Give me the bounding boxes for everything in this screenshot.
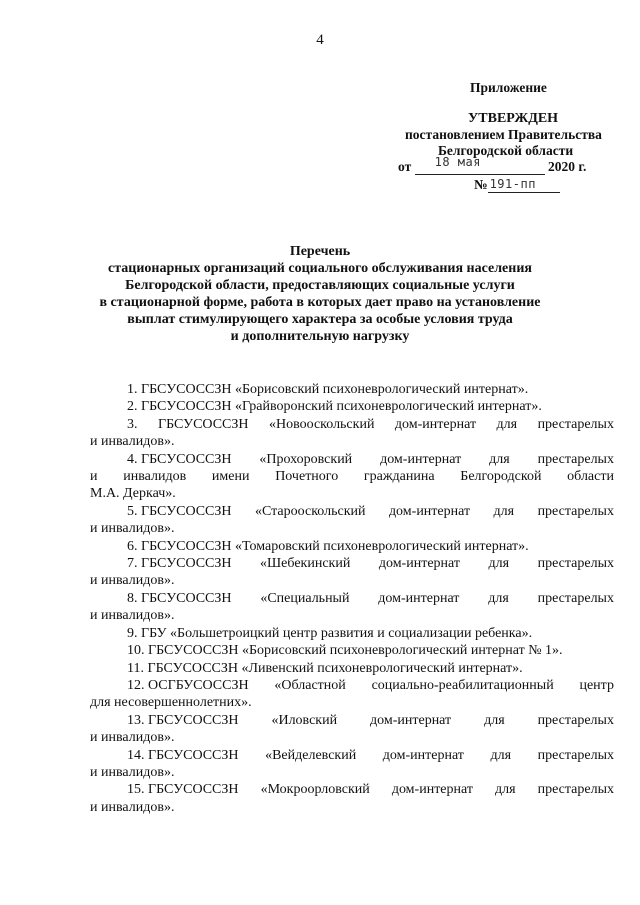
list-item-word: и инвалидов». xyxy=(90,764,175,780)
list-item xyxy=(90,503,614,538)
list-item xyxy=(90,416,614,451)
list-item-word: престарелых xyxy=(537,451,614,467)
decree-number-row xyxy=(474,177,560,193)
list-item-word: для xyxy=(484,712,505,728)
list-item-line xyxy=(90,433,614,450)
list-item-word: дом-интернат xyxy=(382,747,464,763)
list-item-first-line xyxy=(90,712,614,729)
list-item-word: 3. xyxy=(127,416,138,432)
list-item-word: и инвалидов». xyxy=(90,434,175,450)
list-item-first-line xyxy=(90,538,614,555)
list-item-word: престарелых xyxy=(537,556,614,572)
list-item-word: 1. ГБСУСОССЗН «Борисовский психоневрологический интернат». xyxy=(127,382,529,397)
list-item-word: области xyxy=(567,469,614,485)
list-item-word: для xyxy=(488,556,510,572)
list-item-word: «Прохоровский xyxy=(259,451,353,467)
list-item xyxy=(90,398,614,415)
list-item-word: ГБСУСОССЗН xyxy=(157,416,249,432)
list-item xyxy=(90,555,614,590)
list-item-word: и инвалидов». xyxy=(90,608,175,624)
list-item-word: 9. ГБУ «Большетроицкий центр развития и социализации ребенка». xyxy=(127,625,533,641)
list-item-first-line xyxy=(90,781,614,798)
title-line: в стационарной форме, работа в которых дает право на установление xyxy=(99,295,541,310)
list-item-word: социально-реабилитационный xyxy=(371,677,554,693)
list-item-word: дом-интернат xyxy=(391,782,473,798)
list-item xyxy=(90,781,614,816)
list-item-word: престарелых xyxy=(537,782,614,798)
list-item-word: дом-интернат xyxy=(394,416,477,432)
list-item-line xyxy=(90,764,614,781)
approved-label: УТВЕРЖДЕН xyxy=(468,111,559,126)
list-item-first-line xyxy=(90,625,614,642)
list-item-word: престарелых xyxy=(537,590,614,606)
list-item-first-line xyxy=(90,503,614,520)
list-item-word: 4. ГБСУСОССЗН xyxy=(127,451,232,467)
appendix-label: Приложение xyxy=(470,80,547,95)
list-item-line xyxy=(90,694,614,711)
number-prefix: № xyxy=(474,177,488,192)
list-item-word: М.А. Деркач». xyxy=(90,486,176,502)
list-item-word: и инвалидов». xyxy=(90,799,175,815)
list-item-word: «Старооскольский xyxy=(254,503,366,519)
list-item-word: «Шебекинский xyxy=(260,556,351,572)
list-item-word: 5. ГБСУСОССЗН xyxy=(127,503,232,519)
list-item-first-line xyxy=(90,416,614,433)
list-item-word: для xyxy=(489,451,510,467)
organization-list xyxy=(90,381,614,816)
list-item-word: 14. ГБСУСОССЗН xyxy=(127,747,239,763)
list-item-word: 12. ОСГБУСОССЗН xyxy=(127,677,249,693)
list-item-word: и инвалидов». xyxy=(90,521,175,537)
list-item-word: Почетного xyxy=(275,469,339,485)
list-item-word: имени xyxy=(211,469,250,485)
list-item-line xyxy=(90,468,614,485)
list-item-word: для xyxy=(495,782,516,798)
list-item xyxy=(90,538,614,555)
title-line: стационарных организаций социального обслуживания населения xyxy=(108,261,532,276)
number-blank xyxy=(488,178,560,193)
list-item-first-line xyxy=(90,590,614,607)
list-item-word: дом-интернат xyxy=(378,556,460,572)
list-item-word: 7. ГБСУСОССЗН xyxy=(127,556,232,572)
list-item-word: 6. ГБСУСОССЗН «Томаровский психоневрологический интернат». xyxy=(127,538,529,554)
list-item-word: для xyxy=(493,503,515,519)
list-item-word: «Областной xyxy=(274,677,346,693)
list-item-word: для несовершеннолетних». xyxy=(90,695,252,711)
list-item-word: дом-интернат xyxy=(380,451,462,467)
list-item-word: центр xyxy=(579,677,614,693)
list-item-line xyxy=(90,485,614,502)
list-item-first-line xyxy=(90,398,614,415)
list-item-word: 8. ГБСУСОССЗН xyxy=(127,590,232,606)
list-item-first-line xyxy=(90,660,614,677)
list-item-word: 2. ГБСУСОССЗН «Грайворонский психоневрологический интернат». xyxy=(127,399,542,415)
list-item-first-line xyxy=(90,451,614,468)
list-item-word: «Вейделевский xyxy=(265,747,357,763)
list-item-line xyxy=(90,520,614,537)
list-item-word: дом-интернат xyxy=(378,590,460,606)
list-item xyxy=(90,625,614,642)
list-item xyxy=(90,677,614,712)
list-item-first-line xyxy=(90,555,614,572)
list-item xyxy=(90,712,614,747)
list-item-word: для xyxy=(496,416,518,432)
list-item-word: 10. ГБСУСОССЗН «Борисовский психоневрологический интернат № 1». xyxy=(127,643,563,659)
list-item-word: 15. ГБСУСОССЗН xyxy=(127,782,239,798)
list-item-word: «Новооскольский xyxy=(268,416,375,432)
list-item-line xyxy=(90,607,614,624)
handwritten-number: 191-пп xyxy=(489,177,536,191)
list-item-line xyxy=(90,799,614,816)
list-item-word: «Мокроорловский xyxy=(260,782,370,798)
list-item xyxy=(90,451,614,503)
list-item-word: и инвалидов». xyxy=(90,573,175,589)
list-item-word: 13. ГБСУСОССЗН xyxy=(127,712,239,728)
list-item-word: престарелых xyxy=(537,416,614,432)
list-item-word: и xyxy=(90,469,98,485)
date-prefix: от xyxy=(398,159,412,174)
list-item-word: престарелых xyxy=(537,747,614,763)
list-item-word: и инвалидов». xyxy=(90,730,175,746)
date-blank xyxy=(415,155,545,175)
list-item-word: дом-интернат xyxy=(388,503,471,519)
list-item-word: престарелых xyxy=(537,712,614,728)
list-item-first-line xyxy=(90,642,614,659)
list-item-first-line xyxy=(90,677,614,694)
list-item-word: «Специальный xyxy=(260,590,350,606)
list-item-word: для xyxy=(488,590,509,606)
list-item-word: престарелых xyxy=(537,503,614,519)
decree-date-row xyxy=(398,155,587,175)
title-heading: Перечень xyxy=(289,244,351,259)
list-item-word: инвалидов xyxy=(123,469,187,485)
list-item-line xyxy=(90,729,614,746)
list-item-line xyxy=(90,572,614,589)
list-item-word: Белгородской xyxy=(460,469,542,485)
list-item xyxy=(90,381,614,398)
title-line: Белгородской области, предоставляющих социальные услуги xyxy=(125,278,515,293)
page-number: 4 xyxy=(316,32,324,48)
handwritten-date: 18 мая xyxy=(434,155,481,169)
list-item-word: гражданина xyxy=(363,469,435,485)
list-item xyxy=(90,660,614,677)
date-suffix: 2020 г. xyxy=(547,159,587,174)
list-item-word: «Иловский xyxy=(271,712,338,728)
decree-label: постановлением Правительства xyxy=(405,127,602,142)
list-item xyxy=(90,747,614,782)
title-line: выплат стимулирующего характера за особые условия труда xyxy=(127,312,513,327)
document-title xyxy=(0,243,640,345)
region-label: Белгородской области xyxy=(438,143,574,158)
list-item xyxy=(90,590,614,625)
title-line: и дополнительную нагрузку xyxy=(230,329,410,344)
list-item-first-line xyxy=(90,381,614,398)
list-item-word: 11. ГБСУСОССЗН «Ливенский психоневрологический интернат». xyxy=(127,660,523,676)
list-item-word: дом-интернат xyxy=(370,712,452,728)
list-item-first-line xyxy=(90,747,614,764)
list-item xyxy=(90,642,614,659)
list-item-word: для xyxy=(490,747,512,763)
